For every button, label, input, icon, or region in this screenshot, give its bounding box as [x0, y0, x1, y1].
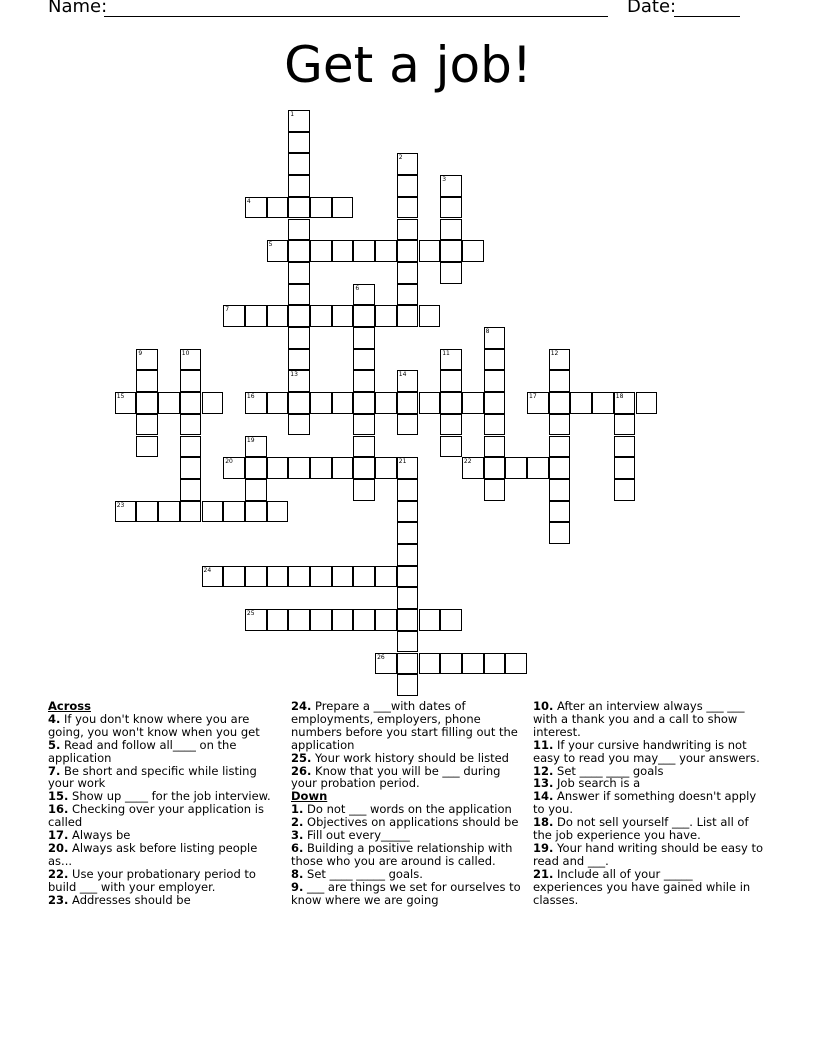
crossword-cell[interactable] — [484, 479, 506, 501]
clue-number: 23. — [48, 892, 69, 907]
cell-number: 14 — [398, 371, 407, 379]
crossword-cell[interactable] — [332, 566, 354, 588]
clue-text: Checking over your application is called — [48, 802, 264, 830]
crossword-cell[interactable] — [440, 392, 462, 414]
clue-number: 2. — [291, 815, 304, 830]
clue-text: Job search is a — [553, 776, 641, 791]
crossword-cell[interactable] — [267, 197, 289, 219]
clue-text: Your hand writing should be easy to read and ___. — [533, 840, 763, 868]
crossword-cell[interactable] — [353, 370, 375, 392]
clues-column-2 — [291, 700, 523, 907]
crossword-cell[interactable] — [245, 436, 267, 458]
crossword-cell[interactable] — [136, 370, 158, 392]
crossword-cell[interactable] — [288, 349, 310, 371]
cell-number: 4 — [246, 197, 251, 205]
cell-number: 23 — [116, 501, 125, 509]
crossword-cell[interactable] — [180, 436, 202, 458]
crossword-cell[interactable] — [332, 305, 354, 327]
crossword-cell[interactable] — [288, 219, 310, 241]
crossword-cell[interactable] — [397, 566, 419, 588]
crossword-cell[interactable] — [440, 262, 462, 284]
crossword-cell[interactable] — [549, 349, 571, 371]
crossword-cell[interactable] — [375, 609, 397, 631]
crossword-cell[interactable] — [375, 566, 397, 588]
crossword-cell[interactable] — [245, 305, 267, 327]
down-heading: Down — [291, 789, 328, 804]
crossword-cell[interactable] — [484, 457, 506, 479]
crossword-cell[interactable] — [267, 566, 289, 588]
crossword-cell[interactable] — [527, 392, 549, 414]
clue-text: If you don't know where you are going, you won't know when you get — [48, 711, 260, 739]
clue-number: 24. — [291, 699, 312, 713]
crossword-cell[interactable] — [353, 327, 375, 349]
crossword-cell[interactable] — [180, 349, 202, 371]
crossword-cell[interactable] — [245, 457, 267, 479]
crossword-cell[interactable] — [397, 479, 419, 501]
crossword-cell[interactable] — [549, 414, 571, 436]
clue-text: Read and follow all____ on the application — [48, 737, 237, 765]
clue-text: Always be — [68, 828, 131, 843]
crossword-cell[interactable] — [549, 479, 571, 501]
crossword-cell[interactable] — [397, 219, 419, 241]
crossword-cell[interactable] — [267, 305, 289, 327]
crossword-cell[interactable] — [353, 457, 375, 479]
crossword-cell[interactable] — [223, 566, 245, 588]
crossword-cell[interactable] — [419, 609, 441, 631]
crossword-cell[interactable] — [397, 240, 419, 262]
clue-item — [48, 868, 280, 894]
crossword-cell[interactable] — [158, 392, 180, 414]
cell-number: 6 — [355, 284, 360, 292]
crossword-cell[interactable] — [267, 240, 289, 262]
crossword-cell[interactable] — [440, 219, 462, 241]
clue-number: 7. — [48, 763, 61, 778]
clues-column-1 — [48, 700, 280, 907]
crossword-cell[interactable] — [245, 392, 267, 414]
clue-text: Do not ___ words on the application — [303, 802, 512, 817]
crossword-cell[interactable] — [614, 392, 636, 414]
crossword-cell[interactable] — [397, 392, 419, 414]
crossword-cell[interactable] — [310, 609, 332, 631]
crossword-cell[interactable] — [440, 175, 462, 197]
clue-number: 14. — [533, 789, 554, 804]
clue-text: Your work history should be listed — [311, 750, 509, 765]
down-clues-list-continued — [533, 700, 765, 907]
clue-text: ___ are things we set for ourselves to know where we are going — [291, 879, 521, 907]
cell-number: 19 — [246, 436, 255, 444]
clue-number: 18. — [533, 815, 554, 830]
crossword-cell[interactable] — [288, 327, 310, 349]
clue-number: 26. — [291, 763, 312, 778]
crossword-cell[interactable] — [245, 197, 267, 219]
crossword-cell[interactable] — [267, 392, 289, 414]
crossword-cell[interactable] — [397, 631, 419, 653]
crossword-cell[interactable] — [202, 566, 224, 588]
cell-number: 22 — [463, 458, 472, 466]
crossword-cell[interactable] — [180, 501, 202, 523]
clue-text: Prepare a ___with dates of employments, employers, phone numbers before you start filling out the application — [291, 699, 518, 752]
page-title: Get a job! — [284, 36, 532, 94]
crossword-cell[interactable] — [397, 544, 419, 566]
crossword-cell[interactable] — [288, 370, 310, 392]
clue-number: 20. — [48, 840, 69, 855]
crossword-cell[interactable] — [202, 392, 224, 414]
crossword-cell[interactable] — [397, 457, 419, 479]
cell-number: 16 — [246, 393, 255, 401]
across-clues-list-continued — [291, 700, 523, 790]
crossword-cell[interactable] — [375, 457, 397, 479]
cell-number: 15 — [116, 393, 125, 401]
crossword-cell[interactable] — [245, 479, 267, 501]
crossword-cell[interactable] — [310, 566, 332, 588]
clue-number: 6. — [291, 840, 304, 855]
crossword-cell[interactable] — [419, 653, 441, 675]
clue-number: 19. — [533, 840, 554, 855]
crossword-cell[interactable] — [245, 501, 267, 523]
clue-text: Always ask before listing people as... — [48, 840, 258, 868]
crossword-cell[interactable] — [158, 501, 180, 523]
crossword-cell[interactable] — [180, 370, 202, 392]
clue-item — [291, 765, 523, 791]
cell-number: 20 — [225, 458, 233, 466]
crossword-cell[interactable] — [440, 370, 462, 392]
crossword-cell[interactable] — [180, 457, 202, 479]
crossword-cell[interactable] — [375, 653, 397, 675]
clue-number: 11. — [533, 737, 554, 752]
crossword-cell[interactable] — [484, 349, 506, 371]
crossword-cell[interactable] — [592, 392, 614, 414]
clue-text: After an interview always ___ ___ with a thank you and a call to show interest. — [533, 699, 745, 739]
crossword-cell[interactable] — [310, 305, 332, 327]
crossword-cell[interactable] — [288, 284, 310, 306]
crossword-cell[interactable] — [375, 240, 397, 262]
clue-item — [48, 894, 280, 907]
crossword-cell[interactable] — [223, 457, 245, 479]
clue-number: 22. — [48, 866, 69, 881]
crossword-cell[interactable] — [288, 132, 310, 154]
crossword-cell[interactable] — [245, 566, 267, 588]
crossword-cell[interactable] — [440, 609, 462, 631]
crossword-cell[interactable] — [440, 240, 462, 262]
clue-text: Show up ____ for the job interview. — [68, 789, 271, 804]
crossword-cell[interactable] — [288, 175, 310, 197]
cell-number: 7 — [225, 306, 230, 314]
clue-text: Objectives on applications should be — [303, 815, 519, 830]
crossword-cell[interactable] — [332, 609, 354, 631]
crossword-cell[interactable] — [549, 392, 571, 414]
crossword-cell[interactable] — [136, 392, 158, 414]
clue-number: 13. — [533, 776, 554, 791]
crossword-cell[interactable] — [332, 457, 354, 479]
clue-item — [533, 790, 765, 816]
crossword-cell[interactable] — [484, 327, 506, 349]
crossword-cell[interactable] — [288, 566, 310, 588]
crossword-cell[interactable] — [549, 522, 571, 544]
clue-item — [533, 700, 765, 739]
crossword-cell[interactable] — [180, 392, 202, 414]
clue-text: Set ____ _____ goals. — [303, 866, 423, 881]
crossword-cell[interactable] — [288, 457, 310, 479]
crossword-cell[interactable] — [484, 414, 506, 436]
crossword-cell[interactable] — [353, 414, 375, 436]
crossword-cell[interactable] — [353, 566, 375, 588]
clue-item — [48, 739, 280, 765]
crossword-cell[interactable] — [397, 414, 419, 436]
crossword-cell[interactable] — [440, 349, 462, 371]
crossword-cell[interactable] — [614, 436, 636, 458]
crossword-cell[interactable] — [614, 457, 636, 479]
crossword-cell[interactable] — [397, 522, 419, 544]
crossword-cell[interactable] — [570, 392, 592, 414]
crossword-cell[interactable] — [115, 501, 137, 523]
cell-number: 18 — [615, 393, 624, 401]
cell-number: 1 — [290, 111, 295, 118]
clue-number: 3. — [291, 828, 304, 843]
across-heading: Across — [48, 699, 91, 713]
crossword-cell[interactable] — [397, 153, 419, 175]
crossword-cell[interactable] — [484, 436, 506, 458]
crossword-cell[interactable] — [549, 501, 571, 523]
crossword-cell[interactable] — [310, 240, 332, 262]
crossword-cell[interactable] — [484, 370, 506, 392]
crossword-cell[interactable] — [375, 392, 397, 414]
crossword-cell[interactable] — [310, 392, 332, 414]
clue-text: Know that you will be ___ during your probation period. — [291, 763, 501, 791]
cell-number: 13 — [290, 371, 298, 379]
crossword-cell[interactable] — [288, 197, 310, 219]
crossword-cell[interactable] — [136, 501, 158, 523]
crossword-cell[interactable] — [440, 414, 462, 436]
clue-number: 10. — [533, 699, 554, 713]
clue-text: If your cursive handwriting is not easy to read you may___ your answers. — [533, 737, 760, 765]
crossword-cell[interactable] — [288, 153, 310, 175]
clue-item — [48, 765, 280, 791]
clue-item — [291, 842, 523, 868]
crossword-cell[interactable] — [397, 609, 419, 631]
crossword-cell[interactable] — [527, 457, 549, 479]
crossword-cell[interactable] — [136, 349, 158, 371]
crossword-cell[interactable] — [288, 262, 310, 284]
clues-column-3 — [533, 700, 765, 907]
crossword-cell[interactable] — [505, 457, 527, 479]
crossword-cell[interactable] — [288, 392, 310, 414]
clue-number: 1. — [291, 802, 304, 817]
clue-number: 9. — [291, 879, 304, 894]
crossword-cell[interactable] — [614, 414, 636, 436]
crossword-cell[interactable] — [397, 262, 419, 284]
crossword-cell[interactable] — [267, 501, 289, 523]
clue-text: Do not sell yourself ___. List all of the job experience you have. — [533, 815, 749, 843]
crossword-cell[interactable] — [397, 674, 419, 696]
clue-number: 8. — [291, 866, 304, 881]
crossword-cell[interactable] — [484, 653, 506, 675]
crossword-cell[interactable] — [397, 501, 419, 523]
cell-number: 21 — [398, 458, 407, 466]
crossword-cell[interactable] — [288, 414, 310, 436]
down-clues-list — [291, 803, 523, 906]
crossword-cell[interactable] — [267, 609, 289, 631]
crossword-cell[interactable] — [397, 653, 419, 675]
crossword-cell[interactable] — [332, 197, 354, 219]
crossword-cell[interactable] — [353, 609, 375, 631]
crossword-cell[interactable] — [115, 392, 137, 414]
cell-number: 17 — [529, 393, 537, 401]
clue-number: 4. — [48, 711, 61, 726]
cell-number: 26 — [377, 653, 385, 661]
crossword-cell[interactable] — [136, 414, 158, 436]
crossword-cell[interactable] — [310, 197, 332, 219]
crossword-cell[interactable] — [223, 305, 245, 327]
crossword-cell[interactable] — [462, 240, 484, 262]
cell-number: 25 — [246, 610, 255, 618]
crossword-cell[interactable] — [462, 392, 484, 414]
crossword-cell[interactable] — [419, 240, 441, 262]
crossword-cell[interactable] — [353, 479, 375, 501]
clue-item — [48, 713, 280, 739]
cell-number: 2 — [398, 154, 403, 162]
clue-text: Set ____ ____ goals — [553, 763, 664, 778]
crossword-cell[interactable] — [332, 392, 354, 414]
crossword-cell[interactable] — [549, 370, 571, 392]
cell-number: 8 — [485, 328, 490, 335]
clue-text: Building a positive relationship with those who you are around is called. — [291, 840, 513, 868]
crossword-cell[interactable] — [549, 457, 571, 479]
crossword-cell[interactable] — [636, 392, 658, 414]
crossword-cell[interactable] — [419, 392, 441, 414]
crossword-cell[interactable] — [202, 501, 224, 523]
crossword-cell[interactable] — [332, 240, 354, 262]
crossword-cell[interactable] — [397, 284, 419, 306]
cell-number: 9 — [138, 349, 143, 357]
clue-item — [533, 816, 765, 842]
crossword-cell[interactable] — [440, 436, 462, 458]
clue-number: 15. — [48, 789, 69, 804]
crossword-cell[interactable] — [288, 609, 310, 631]
crossword-cell[interactable] — [353, 392, 375, 414]
crossword-cell[interactable] — [180, 479, 202, 501]
crossword-cell[interactable] — [462, 653, 484, 675]
crossword-cell[interactable] — [288, 110, 310, 132]
crossword-cell[interactable] — [136, 436, 158, 458]
across-clues-list — [48, 713, 280, 907]
crossword-cell[interactable] — [397, 305, 419, 327]
crossword-cell[interactable] — [375, 305, 397, 327]
cell-number: 5 — [268, 241, 273, 249]
crossword-cell[interactable] — [462, 457, 484, 479]
crossword-cell[interactable] — [397, 587, 419, 609]
cell-number: 3 — [442, 176, 447, 184]
clue-item — [291, 881, 523, 907]
crossword-cell[interactable] — [223, 501, 245, 523]
clue-number: 17. — [48, 828, 69, 843]
crossword-cell[interactable] — [353, 436, 375, 458]
clue-item — [48, 803, 280, 829]
crossword-cell[interactable] — [440, 197, 462, 219]
crossword-cell[interactable] — [180, 414, 202, 436]
clue-number: 5. — [48, 737, 61, 752]
crossword-cell[interactable] — [549, 436, 571, 458]
crossword-cell[interactable] — [245, 609, 267, 631]
crossword-cell[interactable] — [397, 197, 419, 219]
clue-number: 16. — [48, 802, 69, 817]
crossword-cell[interactable] — [484, 392, 506, 414]
clue-item — [291, 700, 523, 752]
crossword-cell[interactable] — [288, 305, 310, 327]
clue-text: Use your probationary period to build ___ with your employer. — [48, 866, 256, 894]
crossword-cell[interactable] — [440, 653, 462, 675]
crossword-cell[interactable] — [419, 305, 441, 327]
cell-number: 24 — [203, 566, 212, 574]
clue-text: Addresses should be — [68, 892, 191, 907]
clue-item — [48, 842, 280, 868]
crossword-cell[interactable] — [288, 240, 310, 262]
clue-text: Be short and specific while listing your work — [48, 763, 257, 791]
cell-number: 12 — [550, 349, 559, 357]
cell-number: 11 — [442, 349, 450, 357]
clue-item — [533, 842, 765, 868]
crossword-cell[interactable] — [505, 653, 527, 675]
crossword-cell[interactable] — [353, 349, 375, 371]
date-label: Date: — [627, 0, 677, 17]
crossword-cell[interactable] — [353, 305, 375, 327]
clue-number: 21. — [533, 866, 554, 881]
clue-text: Include all of your _____ experiences you have gained while in classes. — [533, 866, 751, 907]
clue-item — [533, 868, 765, 907]
crossword-cell[interactable] — [267, 457, 289, 479]
name-label: Name: — [48, 0, 108, 17]
crossword-cell[interactable] — [614, 479, 636, 501]
clue-item — [533, 739, 765, 765]
clue-text: Fill out every_____ — [303, 828, 410, 843]
crossword-cell[interactable] — [310, 457, 332, 479]
clue-number: 25. — [291, 750, 312, 765]
clue-text: Answer if something doesn't apply to you. — [533, 789, 757, 817]
clue-number: 12. — [533, 763, 554, 778]
crossword-cell[interactable] — [397, 175, 419, 197]
crossword-cell[interactable] — [353, 284, 375, 306]
crossword-cell[interactable] — [397, 370, 419, 392]
crossword-cell[interactable] — [353, 240, 375, 262]
cell-number: 10 — [181, 349, 190, 357]
